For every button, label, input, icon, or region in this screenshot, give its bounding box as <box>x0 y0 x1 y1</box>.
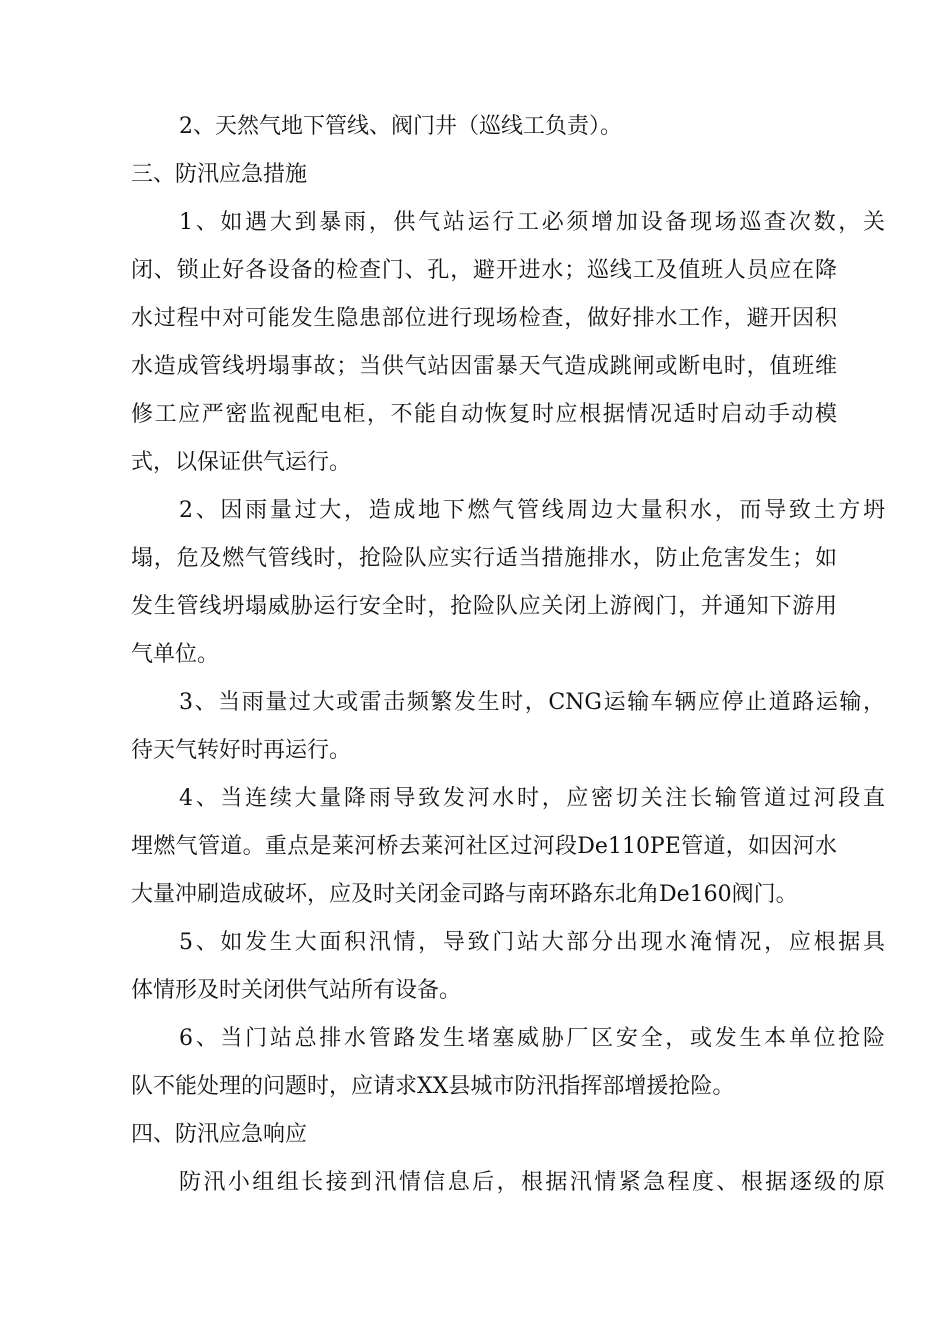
text-line: 3、当雨量过大或雷击频繁发生时，CNG运输车辆应停止道路运输， <box>179 690 885 715</box>
text-line: 1、如遇大到暴雨，供气站运行工必须增加设备现场巡查次数，关 <box>179 210 885 235</box>
text-line: 防汛小组组长接到汛情信息后，根据汛情紧急程度、根据逐级的原 <box>179 1170 885 1195</box>
text-line: 式，以保证供气运行。 <box>131 450 352 475</box>
text-line: 2、因雨量过大，造成地下燃气管线周边大量积水，而导致土方坍 <box>179 498 885 523</box>
text-line: 气单位。 <box>131 642 220 667</box>
section-heading: 三、防汛应急措施 <box>131 162 308 187</box>
text-line: 2、天然气地下管线、阀门井（巡线工负责）。 <box>179 114 622 139</box>
text-line: 发生管线坍塌威胁运行安全时，抢险队应关闭上游阀门，并通知下游用 <box>131 594 837 619</box>
text-line: 水过程中对可能发生隐患部位进行现场检查，做好排水工作，避开因积 <box>131 306 837 331</box>
text-line: 塌，危及燃气管线时，抢险队应实行适当措施排水，防止危害发生；如 <box>131 546 837 571</box>
text-line: 4、当连续大量降雨导致发河水时，应密切关注长输管道过河段直 <box>179 786 885 811</box>
text-line: 大量冲刷造成破坏，应及时关闭金司路与南环路东北角De160阀门。 <box>131 882 798 907</box>
text-line: 埋燃气管道。重点是莱河桥去莱河社区过河段De110PE管道，如因河水 <box>131 834 837 859</box>
text-line: 闭、锁止好各设备的检查门、孔，避开进水；巡线工及值班人员应在降 <box>131 258 837 283</box>
text-line: 6、当门站总排水管路发生堵塞威胁厂区安全，或发生本单位抢险 <box>179 1026 885 1051</box>
document-body <box>131 103 885 1207</box>
section-heading: 四、防汛应急响应 <box>131 1122 308 1147</box>
text-line: 水造成管线坍塌事故；当供气站因雷暴天气造成跳闸或断电时，值班维 <box>131 354 837 379</box>
text-line: 待天气转好时再运行。 <box>131 738 352 763</box>
text-line: 队不能处理的问题时，应请求XX县城市防汛指挥部增援抢险。 <box>131 1074 735 1099</box>
text-line: 5、如发生大面积汛情，导致门站大部分出现水淹情况，应根据具 <box>179 930 885 955</box>
text-line: 体情形及时关闭供气站所有设备。 <box>131 978 462 1003</box>
text-line: 修工应严密监视配电柜，不能自动恢复时应根据情况适时启动手动模 <box>131 402 837 427</box>
